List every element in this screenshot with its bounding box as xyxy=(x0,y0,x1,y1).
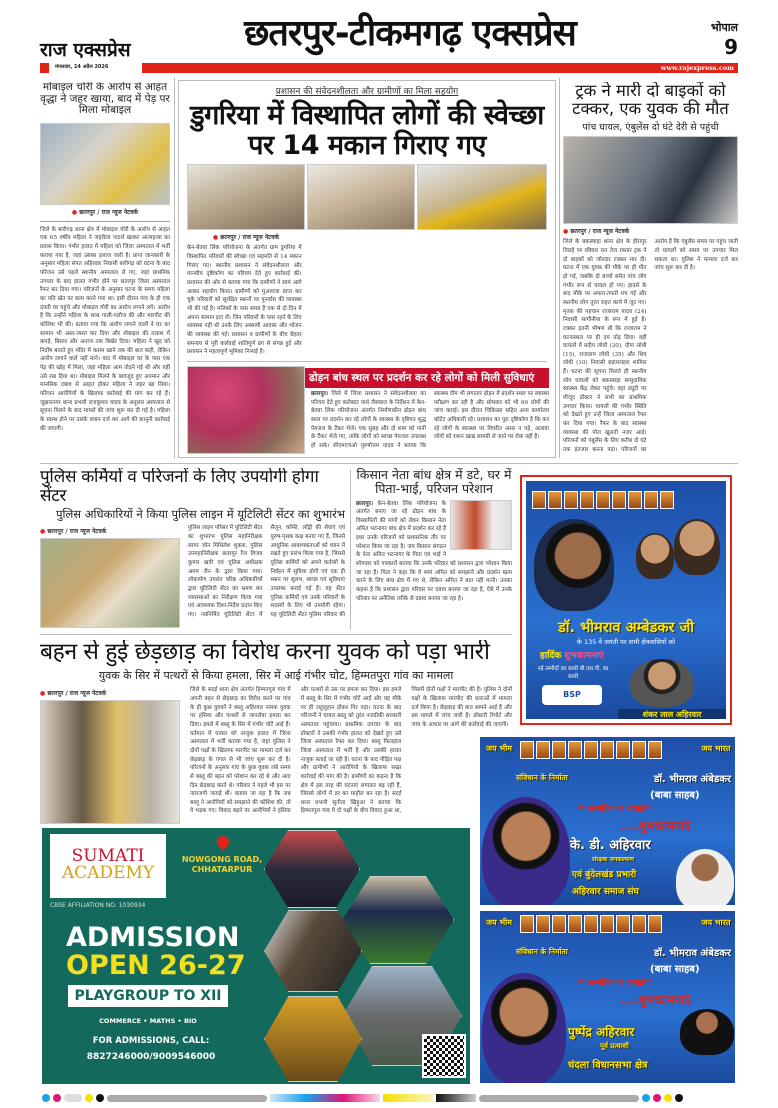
location xyxy=(172,855,272,876)
left-story xyxy=(40,82,170,458)
jai-bhim: जय भीम xyxy=(486,918,512,927)
assault-story xyxy=(40,640,512,824)
location-pin-icon xyxy=(215,834,232,851)
logo-line2: ACADEMY xyxy=(61,863,155,883)
right-story-body: जिले के बकस्वाहा थाना क्षेत्र के हीरापुर तिराहे पर रविवार रात तेज रफ्तार ट्रक ने दो बाइकों को जोरदार टक्कर मार दी। घटना में एक युवक की मौके पर ही मौत हो गई, जबकि दो बच्चों समेत पांच लोग गंभीर रूप से घायल हो गए। हादसे के बाद मौके पर अफरा-तफरी मच गई और स्थानीय लोग तुरंत राहत कार्य में जुट गए। मृतक की पहचान राजाराम यादव (24) निवासी सागौनीया के रूप में हुई है। टक्कर इतनी भीषण थी कि राजाराम ने घटनास्थल पर ही दम तोड़ दिया। वहीं घायलों में प्रदीप लोधी (30), दीपा लोधी (15), राजाराम लोधी (35) और शिव लोधी (10) निवासी बड़ामलहरा शामिल हैं। घटना की सूचना मिलते ही स्थानीय लोग घायलों को बकस्वाहा सामुदायिक स्वास्थ्य केंद्र लेकर पहुंचे। वहां ड्यूटी पर मौजूद डॉक्टर ने सभी का प्राथमिक उपचार किया। घायलों की गंभीर स्थिति को देखते हुए उन्हें जिला अस्पताल रैफर कर दिया गया। रैफर के बाद स्वास्थ्य व्यवस्था की पोल खुलती नजर आई। परिजनों को एंबुलेंस के लिए करीब दो घंटे तक इंतजार करना पड़ा। परिजनों का आरोप है कि एंबुलेंस समय पर पहुंच जाती तो घायलों को समय पर उपचार मिल सकता था। पुलिस ने मामला दर्ज कर जांच शुरू कर दी है। xyxy=(563,239,738,454)
page-number: 9 xyxy=(724,35,738,59)
kisan-headline: किसान नेता बांध क्षेत्र में डटे, घर में पिता-भाई, परिजन परेशान xyxy=(356,468,512,496)
edition-date: मंगलवार, 14 अप्रैल 2026 xyxy=(55,64,109,70)
grades: PLAYGROUP TO XII xyxy=(68,985,228,1007)
website-url[interactable]: www.rajexpress.com xyxy=(660,64,734,72)
ad-ambedkar-1[interactable] xyxy=(480,737,735,905)
byline: ● छतरपुर / राज न्यूज नेटवर्क xyxy=(187,233,305,241)
location-line2: CHHATARPUR xyxy=(191,865,253,875)
edition-city: भोपाल xyxy=(710,21,738,34)
ad-role1: संरक्षक जनकल्याण xyxy=(592,856,635,863)
admission-open: OPEN 26-27 xyxy=(66,950,246,981)
print-color-bar xyxy=(42,1093,742,1103)
left-story-photo xyxy=(40,123,170,205)
byline: ● छतरपुर / राज न्यूज नेटवर्क xyxy=(40,527,180,535)
leader-portrait xyxy=(636,533,674,579)
ad-alias: (बाबा साहब) xyxy=(650,964,700,975)
ad-wish2: ....शुभकामनाएं xyxy=(620,993,691,1007)
brand-logo: राज एक्सप्रेस xyxy=(40,39,131,61)
kisan-body xyxy=(356,500,512,629)
logo-line1: SUMATI xyxy=(71,846,145,866)
left-story-headline: मोबाइल चोरी के आरोप से आहत वृद्धा ने जहर खाया, बाद में पेड़ पर मिला मोबाइल xyxy=(40,82,170,117)
ad-tag: संविधान के निर्माता xyxy=(516,773,568,782)
ad-person: पुष्पेंद्र अहिरवार xyxy=(568,1025,635,1039)
assault-photo xyxy=(40,700,180,824)
kisan-photo xyxy=(450,500,512,550)
ambedkar-portrait xyxy=(482,973,566,1083)
ad-bsp-slogan: नई उम्मीदों का साथी बी.एस.पी. का साथी xyxy=(537,666,609,680)
person-portrait xyxy=(676,849,734,905)
right-story xyxy=(563,82,738,458)
portrait-strip xyxy=(520,741,662,759)
assault-headline: बहन से हुई छेड़छाड़ का विरोध करना युवक को पड़ा भारी xyxy=(40,640,490,665)
assault-subhead: युवक के सिर में पत्थरों से किया हमला, सिर में आई गंभीर चोट, हिम्मतपुरा गांव का मामला xyxy=(98,669,454,683)
kisan-story xyxy=(356,468,512,628)
dateline: छतरपुर। xyxy=(356,500,373,507)
police-headline: पुलिस कर्मियों व परिजनों के लिए उपयोगी होगा सेंटर xyxy=(40,468,319,506)
ad-role2: एवं बुंदेलखंड प्रभारी xyxy=(572,870,637,880)
ad-name: डॉ. भीमराव अंबेडकर xyxy=(653,774,731,785)
box-story-body xyxy=(311,390,549,456)
greeting-a: हार्दिक xyxy=(540,651,562,661)
box-story-text: जिले में जिला प्रशासन ने संवेदनशीलता का परिचय देते हुए कलेक्टर पार्थ जैसवाल के निर्देशन में केन-बेतवा लिंक परियोजना अंतर्गत निर्माणाधीन ढोड़न बांध स्थल पर प्रदर्शन कर रहे लोगों के स्वास्थ्य के दृष्टिगत शुद्ध पेयजल के टैंकर भेजे। एक सुबह और दो शाम को पानी के टैंकर भेजे गए, ताकि लोगों को स्वच्छ पेयजल उपलब्ध हो सके। सीएमएचओ पुरुषोत्तम यादव ने बताया कि स्वास्थ्य टीम भी लगातार ढोड़न में प्रदर्शन स्थल पर स्वास्थ्य परीक्षण कर रही है और सोमवार को भी 60 लोगों की जांच कराई। इस दौरान चिकित्सा सहित अन्य कार्यालय कोटेट अधिकारी रहे। प्रशासन का पूरा दृष्टिकोण है कि कर रहे लोगों के स्वास्थ्य पर विपरीत असर न पड़े, अलावा लोगों को राशन खाद्य सामग्री ले जाने पर रोक नहीं है। xyxy=(311,391,549,449)
police-story xyxy=(40,468,345,628)
page-title: छतरपुर-टीकमगढ़ एक्सप्रेस xyxy=(244,13,576,54)
police-subhead: पुलिस अधिकारियों ने किया पुलिस लाइन में यूटिलिटी सेंटर का शुभारंभ xyxy=(56,507,345,522)
left-story-body: जिले के बारीगढ़ थाना क्षेत्र में मोबाइल चोरी के आरोप से आहत एक 65 वर्षीय महिला ने जहरीला पदार्थ खाकर आत्महत्या का प्रयास किया। गंभीर हालत में महिला को जिला अस्पताल में भर्ती कराया गया है, जहां उसका इलाज जारी है। प्राप्त जानकारी के अनुसार महिला संपत अहिरवार निवासी बारीगढ़ को घटना के बाद परिजन उसे पहले स्थानीय अस्पताल ले गए, जहां प्राथमिक उपचार के बाद हालत गंभीर होने पर छतरपुर जिला अस्पताल रैफर कर दिया गया। परिजनों के अनुसार घटना के समय महिला का पति खेत पर काम करने गया था। इसी दौरान गांव के ही एक दंपती घर पहुंचे और मोबाइल चोरी का आरोप लगाने लगे। आरोप है कि उन्होंने महिला के साथ गाली-गलौज की और मारपीट की कोशिश भी की। बताया गया कि आरोप लगाने वालों ने घर का सामान भी अस्त-व्यस्त कर दिया और मोबाइल की तलाश में कपड़े, बिस्तर और अनाज तक बिखेर दिया। महिला ने खुद को निर्दोष बताते हुए मंदिर में कसम खाने तक की बात कही, लेकिन आरोप लगाने वाले नहीं माने। बाद में मोबाइल घर के पास एक पेड़ की खोह में मिला, जहां महिला आम तोड़ने गई थी और वहीं उसे रख दिया था। मोबाइल मिलने के बावजूद हुए अपमान और मानसिक दबाव से आहत होकर महिला ने जहर खा लिया। परिजन आरोपियों के खिलाफ कार्रवाई की मांग कर रहे हैं। जुझारनगर थाना प्रभारी राजकुमार यादव के अनुसार अस्पताल से सूचना मिलने के बाद मामले की जांच शुरू कर दी गई है। महिला के स्वस्थ होने पर उसके बयान दर्ज कर आगे की कानूनी कार्रवाई की जाएगी। xyxy=(40,226,170,432)
qr-code xyxy=(422,1034,466,1078)
portrait-strip xyxy=(532,491,674,509)
ad-role3: अहिरवार समाज संघ xyxy=(572,887,639,897)
jai-bhim: जय भीम xyxy=(486,744,512,753)
ambedkar-portrait xyxy=(482,797,570,905)
ad-bsp-ambedkar[interactable] xyxy=(520,475,732,725)
byline: ● छतरपुर / राज न्यूज नेटवर्क xyxy=(40,689,180,697)
jai-bharat: जय भारत xyxy=(701,744,731,753)
ad-alias: (बाबा साहब) xyxy=(650,790,700,801)
affiliation: CBSE AFFILIATION NO. 1030934 xyxy=(50,902,146,909)
lead-headline: डुगरिया में विस्थापित लोगों की स्वेच्छा पर 14 मकान गिराए गए xyxy=(190,100,544,161)
right-story-photo xyxy=(563,136,738,224)
ad-person: के. डी. अहिरवार xyxy=(570,838,651,853)
ad-name: डॉ. भीमराव अंबेडकर xyxy=(653,948,731,959)
admission-label: ADMISSION xyxy=(66,922,240,953)
right-story-headline: ट्रक ने मारी दो बाइकों को टक्कर, एक युवक की मौत xyxy=(572,82,729,119)
bsp-logo: BSP xyxy=(542,685,602,705)
ad-bsp-greeting xyxy=(540,648,604,661)
police-photo xyxy=(40,538,180,628)
dateline: छतरपुर। xyxy=(311,391,328,397)
lead-story xyxy=(178,80,556,458)
byline: ● छतरपुर / राज न्यूज नेटवर्क xyxy=(563,227,738,235)
ambedkar-portrait xyxy=(534,519,614,611)
ad-tag: संविधान के निर्माता xyxy=(516,947,568,956)
box-story-photo xyxy=(187,366,305,454)
streams: COMMERCE • MATHS • BIO xyxy=(99,1017,197,1025)
ad-role1: पूर्व प्रत्याशी xyxy=(600,1042,629,1050)
lead-body: केन-बेतवा लिंक परियोजना के अंतर्गत ग्राम डुगरिया में विस्थापित परिवारों की स्वेच्छा एवं सहमति से 14 मकान गिराए गए। स्थानीय प्रशासन ने संवेदनशीलता और मानवीय दृष्टिकोण का परिचय देते हुए कार्रवाई की। प्रशासन की ओर से बताया गया कि ग्रामीणों ने स्वयं आगे आकर सहयोग किया। ग्रामीणों को मुआवजा प्राप्त कर चुके परिवारों को सुरक्षित स्थानों पर पुनर्वास की व्यवस्था भी की गई है। मलिकों के पास समय है एक से दो दिन में अपना सामान हटा लें। जिन परिवारों के पास रहने के लिए व्यवस्था नहीं थी उनके लिए अस्थायी आवास और भोजन की व्यवस्था की गई। प्रशासन व ग्रामीणों के बीच बेहतर समन्वय से पूरी कार्रवाई शांतिपूर्ण ढंग से संपन्न हुई और प्रशासन ने महत्वपूर्ण भूमिका निभाई है। xyxy=(187,245,302,356)
greeting-b: शुभकामनाएं xyxy=(564,651,604,661)
sumati-logo xyxy=(50,834,166,898)
lead-photo-2 xyxy=(307,164,415,230)
candidate-name: शंकर लाल अहिरवार xyxy=(618,709,726,719)
call-label: FOR ADMISSIONS, CALL: xyxy=(92,1036,210,1046)
jai-bharat: जय भारत xyxy=(701,918,731,927)
portrait-strip xyxy=(520,915,662,933)
box-story-headline: ढोड़न बांध स्थल पर प्रदर्शन कर रहे लोगों को मिली सुविधाएं xyxy=(305,368,549,388)
leader-portrait xyxy=(674,519,720,575)
ad-bsp-line: के 135 वें जयंती पर सभी क्षेत्रवासियों को xyxy=(576,638,676,646)
ad-wish2: ....शुभकामनाएं xyxy=(620,819,691,833)
right-story-subhead: पांच घायल, एंबुलेंस दो घंटे देरी से पहुंची xyxy=(582,122,719,134)
candidate-portrait xyxy=(630,659,694,707)
ad-role2: चंदला विधानसभा क्षेत्र xyxy=(568,1060,648,1071)
masthead-bar-left xyxy=(40,63,49,73)
ad-sumati-academy[interactable] xyxy=(42,828,470,1084)
ad-wish: के जन्मदिन पर बधाईयां xyxy=(578,978,651,988)
location-line1: NOWGONG ROAD, xyxy=(181,855,263,864)
ad-ambedkar-2[interactable] xyxy=(480,911,735,1083)
ad-bsp-title: डॉ. भीमराव अम्बेडकर जी xyxy=(558,620,694,636)
lead-photo-3 xyxy=(417,164,547,230)
person-portrait xyxy=(680,1009,734,1055)
kisan-text: केन-बेतवा लिंक परियोजना के अंतर्गत बनाए जा रहे ढोड़न बांध के विस्थापितों की मांगों को लेकर किसान नेता अमित भटनागर बांध क्षेत्र में प्रदर्शन कर रहे हैं इधर उनके परिजनों को प्रशासनिक तौर पर परेशान किया जा रहा है। जय किसान संगठन के नेता अमित भटनागर के पिता एवं भाई ने सोमवार को पत्रकारों बताया कि उनके परिवार को प्रशासन द्वारा परेशान किया जा रहा है। पिता ने कहा कि वे स्वयं अमित को समझाने और प्रदर्शन खत्म करने के लिए बांध क्षेत्र में गए थे, लेकिन अमित ने बात नहीं मानी। उनका कहना है कि प्रशासन द्वारा परिवार पर दबाव बनाया जा रहा है, ऐसे में उनके परिवार पर अनैतिक तरीके से दबाव बनाया जा रहा है। xyxy=(356,500,512,602)
lead-kicker: प्रशासन की संवेदनशीलता और ग्रामीणों का मिला सहयोग xyxy=(275,87,459,97)
box-story xyxy=(187,361,547,457)
assault-body: जिले के सटई थाना क्षेत्र अंतर्गत हिम्मतपुरा गांव में अपनी बहन से छेड़छाड़ का विरोध करने पर गांव के ही कुछ युवकों ने बब्लू अहिरवार नामक युवक पर हंसिया और पत्थरों से जानलेवा हमला कर दिया। हमले में बब्लू के सिर में गंभीर चोटें आई हैं। वर्तमान में घायल को नाजुक हालत में जिला अस्पताल में भर्ती कराया गया है, जहां पुलिस ने दोनों पक्षों के खिलाफ मारपीट का मामला दर्ज कर छेड़छाड़ के एंगल से भी जांच शुरू कर दी है। परिजनों के अनुसार गांव के कुछ युवक लंबे समय से बब्लू की बहन को परेशान कर रहे थे और आए दिन छेड़छाड़ करते थे। परिवार ने पहले भी इस पर नाराजगी जताई थी। बताया जा रहा है कि जब बब्लू ने आरोपियों को समझाने की कोशिश की, तो वे भड़क गए। विवाद बढ़ने पर आरोपियों ने हंसिया और पत्थरों से उस पर हमला कर दिया। इस हमले में बब्लू के सिर में गंभीर चोटें आईं और वह मौके पर ही लहूलुहान होकर गिर पड़ा। घटना के बाद परिजनों ने घायल बब्लू को तुरंत नजदीकी सरकारी अस्पताल पहुंचाया। प्राथमिक उपचार के बाद डॉक्टरों ने उसकी गंभीर हालत को देखते हुए उसे जिला अस्पताल रैफर कर दिया। बब्लू फिलहाल जिला अस्पताल में भर्ती है और उसकी हालत नाजुक बताई जा रही है। घटना के बाद पीड़ित पक्ष और ग्रामीणों ने आरोपियों के खिलाफ सख्त कार्रवाई की मांग की है। ग्रामीणों का कहना है कि क्षेत्र में इस तरह की घटनाएं लगातार बढ़ रही हैं, जिससे लोगों में डर का माहौल बन रहा है। सटई थाना प्रभारी सुनीता खिड़ुआ ने बताया कि हिम्मतपुरा गांव में दो पक्षों के बीच विवाद हुआ था, जिसमें दोनों पक्षों ने मारपीट की है। पुलिस ने दोनों पक्षों के खिलाफ मारपीट की धाराओं में मामला दर्ज किया है। छेड़छाड़ की बात सामने आई है और इस मामले में जांच जारी है। डॉक्टरी रिपोर्ट और जांच के आधार पर आगे की कार्रवाई की जाएगी। xyxy=(190,687,512,815)
phone-numbers[interactable]: 8827246000/9009546000 xyxy=(86,1052,216,1062)
police-body: पुलिस लाइन परिसर में यूटिलिटी सेंटर का शुभारंभ पुलिस महानिरीक्षक सागर जोन मिथिलेश शुक्ला, पुलिस उपमहानिरीक्षक छतरपुर रेंज विजय कुमार खत्री एवं पुलिस अधीक्षक अगम जैन के द्वारा किया गया। लोकार्पण उपरांत वरिष्ठ अधिकारियों द्वारा यूटिलिटी सेंटर का भ्रमण कर व्यवस्थाओं का निरीक्षण किया गया एवं आवश्यक दिशा-निर्देश प्रदान किए गए। नवनिर्मित यूटिलिटी सेंटर में सैलून, कॉफी, लाँड्री की सेवाएं एवं पुरुष-पृथक कक्ष बनाए गए हैं, जिनसे आधुनिक आवश्यकताओं को ध्यान में रखते हुए प्रारंभ किया गया है, जिससे पुलिस कर्मियों को अपने कर्तव्यों के निर्वहन में सुविधा होगी एवं एक ही स्थान पर सुलभ, स्वच्छ एवं सुविधाएं उपलब्ध कराई गई हैं। यह सेंटर पुलिस कर्मियों एवं उनके परिवारों के सदस्यों के लिए भी उपयोगी रहेगा। यह यूटिलिटी सेंटर पुलिस परिवार की xyxy=(188,525,345,618)
lead-photo-1 xyxy=(187,164,305,230)
byline: ● छतरपुर / राज न्यूज नेटवर्क xyxy=(40,208,170,216)
school-photo xyxy=(264,830,360,908)
ad-wish: के जन्मदिन पर बधाईयां xyxy=(578,804,651,814)
